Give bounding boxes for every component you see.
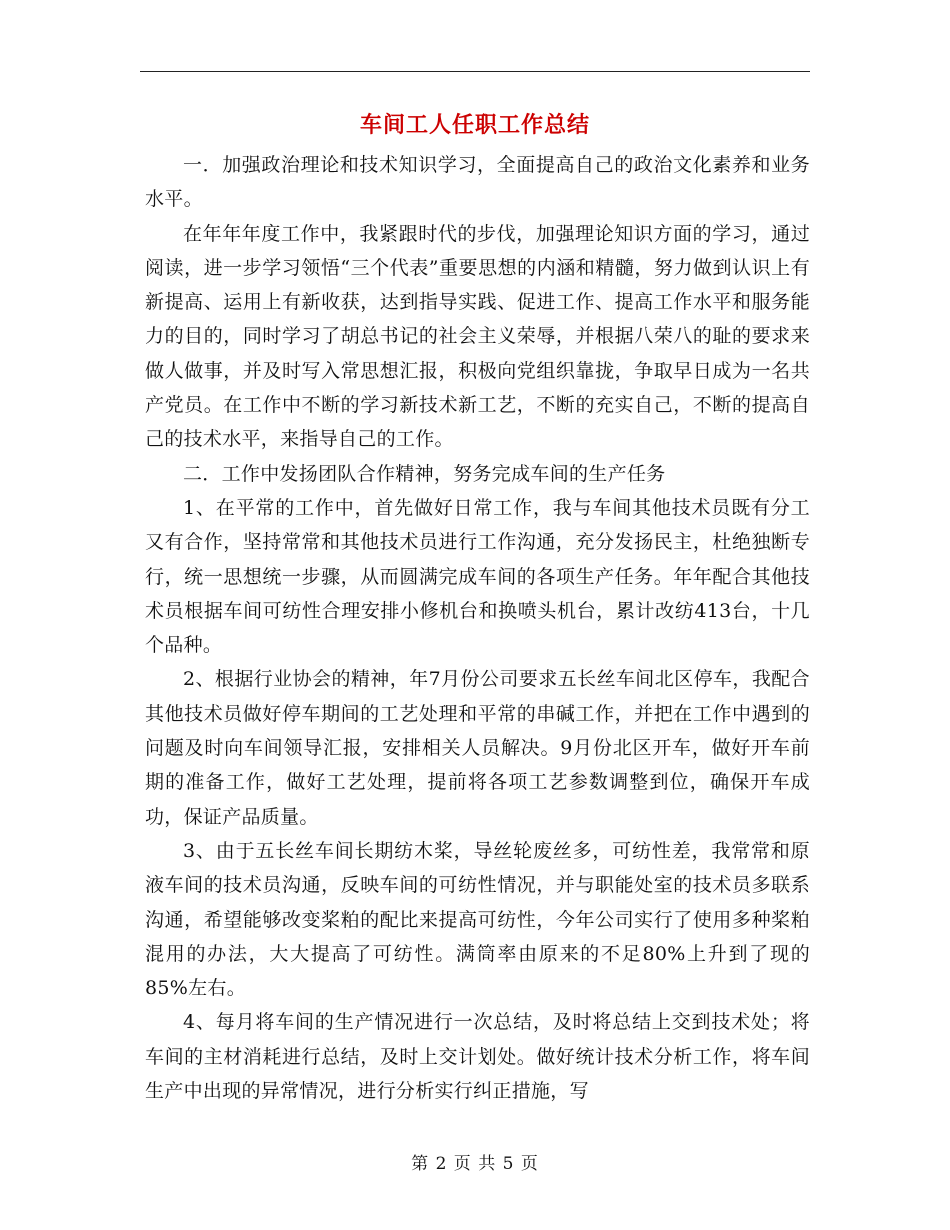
paragraph-study: 在年年年度工作中，我紧跟时代的步伐，加强理论知识方面的学习，通过阅读，进一步学习领悟“三个代表”重要思想的内涵和精髓，努力做到认识上有新提高、运用上有新收获，达到指导实践、促进工作、提高工作水平和服务能力的目的，同时学习了胡总书记的社会主义荣辱，并根据八荣八的耻的要求来做人做事，并及时写入常思想汇报，积极向党组织靠拢，争取早日成为一名共产党员。在工作中不断的学习新技术新工艺，不断的充实自己，不断的提高自己的技术水平，来指导自己的工作。 bbox=[145, 222, 810, 451]
header-rule bbox=[140, 71, 810, 72]
paragraph-item-3: 3、由于五长丝车间长期纺木桨，导丝轮废丝多，可纺性差，我常常和原液车间的技术员沟通，反映车间的可纺性情况，并与职能处室的技术员多联系沟通，希望能够改变桨粕的配比来提高可纺性，今年公司实行了使用多种桨粕混用的办法，大大提高了可纺性。满筒率由原来的不足80%上升到了现的85%左右。 bbox=[145, 839, 810, 1000]
section-heading-2: 二．工作中发扬团队合作精神，努务完成车间的生产任务 bbox=[183, 462, 666, 485]
paragraph-item-4: 4、每月将车间的生产情况进行一次总结，及时将总结上交到技术处；将车间的主材消耗进行总结，及时上交计划处。做好统计技术分析工作，将车间生产中出现的异常情况，进行分析实行纠正措施，写 bbox=[145, 1011, 810, 1103]
document-title: 车间工人任职工作总结 bbox=[359, 112, 590, 138]
document-body bbox=[145, 148, 810, 1108]
paragraph-item-2: 2、根据行业协会的精神，年7月份公司要求五长丝车间北区停车，我配合其他技术员做好停车期间的工艺处理和平常的串碱工作，并把在工作中遇到的问题及时向车间领导汇报，安排相关人员解决。9月份北区开车，做好开车前期的准备工作，做好工艺处理，提前将各项工艺参数调整到位，确保开车成功，保证产品质量。 bbox=[145, 668, 810, 828]
section-heading-1: 一．加强政治理论和技术知识学习，全面提高自己的政治文化素养和业务水平。 bbox=[145, 154, 810, 211]
paragraph-item-1: 1、在平常的工作中，首先做好日常工作，我与车间其他技术员既有分工又有合作，坚持常常和其他技术员进行工作沟通，充分发扬民主，杜绝独断专行，统一思想统一步骤，从而圆满完成车间的各项生产任务。年年配合其他技术员根据车间可纺性合理安排小修机台和换喷头机台，累计改纺413台，十几个品种。 bbox=[145, 496, 810, 657]
page-number-footer: 第 2 页 共 5 页 bbox=[411, 1154, 539, 1174]
